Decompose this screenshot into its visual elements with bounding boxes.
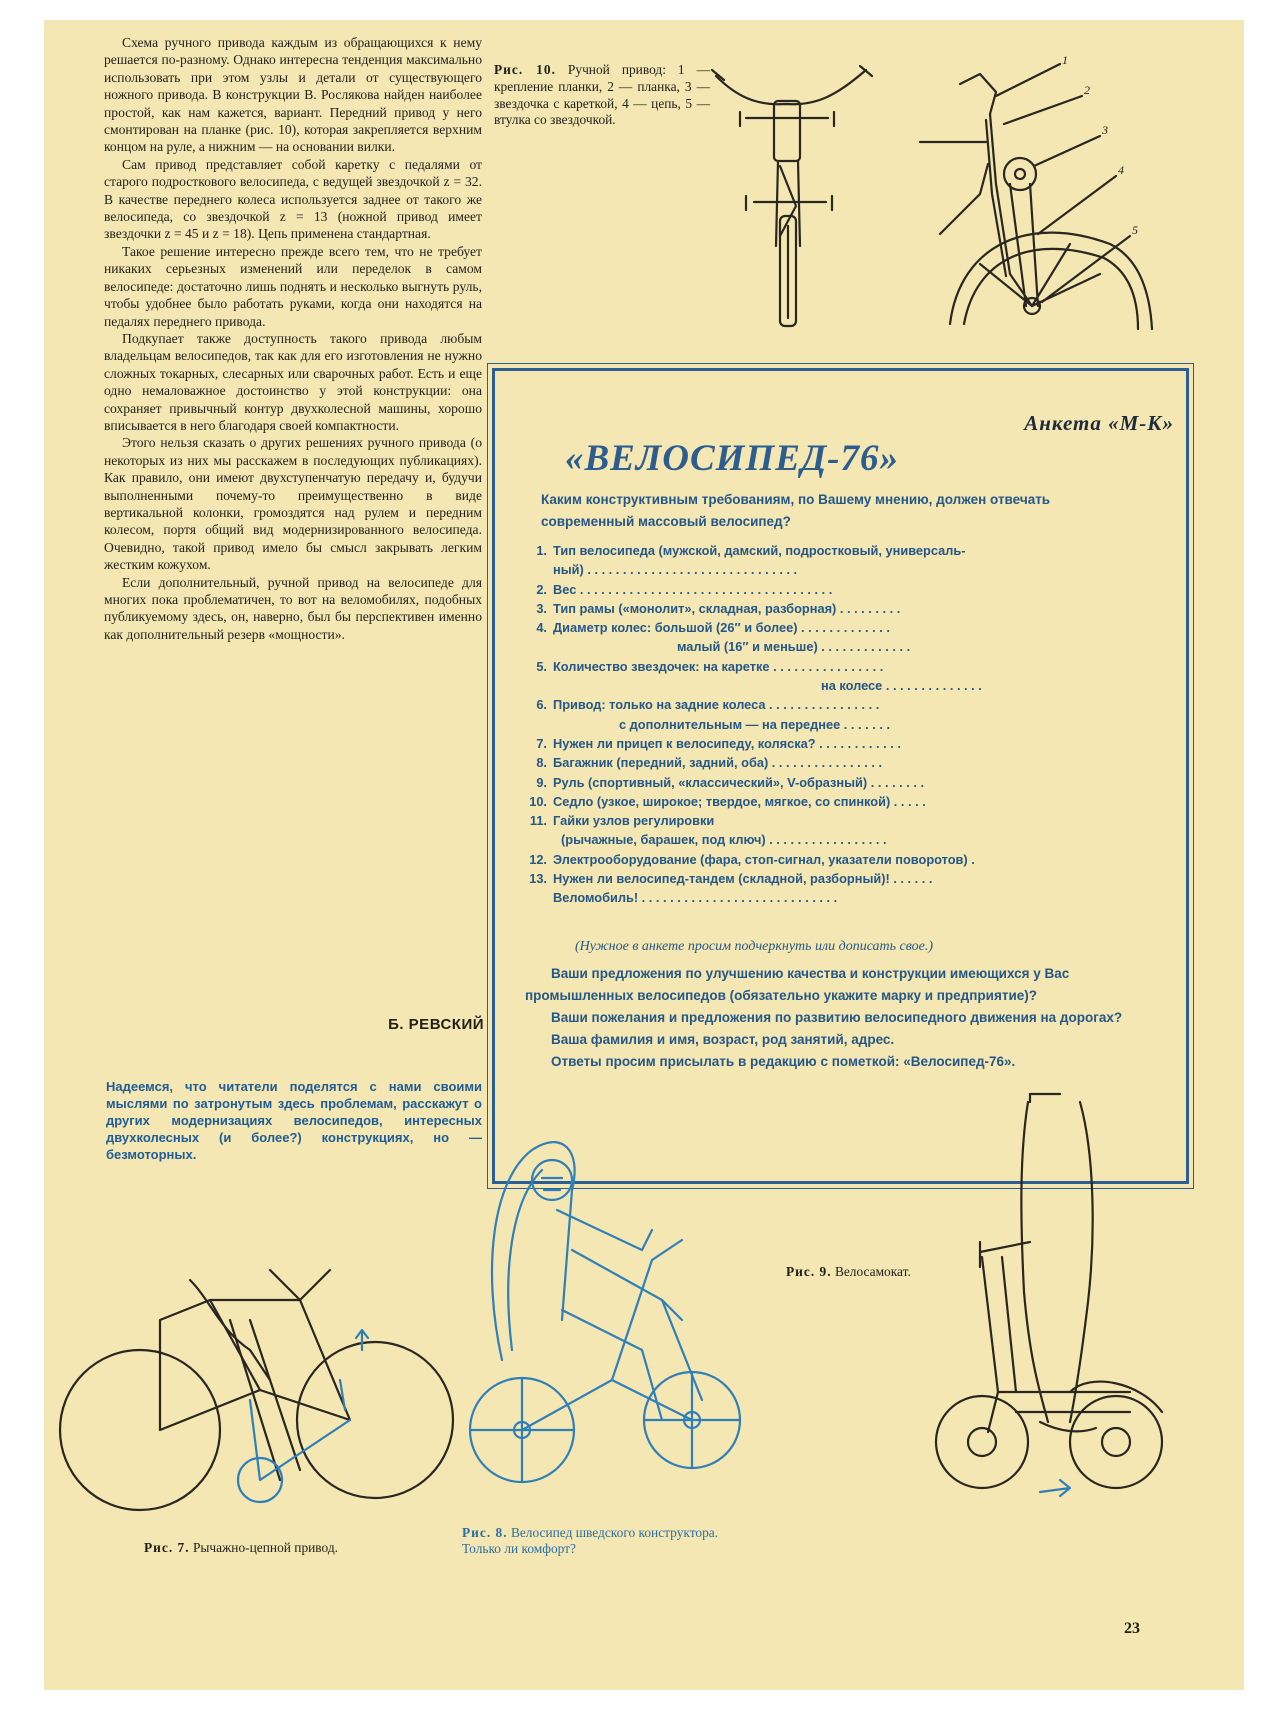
survey-title: «ВЕЛОСИПЕД-76» (565, 438, 899, 479)
item-line: с дополнительным — на переднее . . . . . . . (619, 716, 891, 732)
survey-item (525, 792, 1125, 811)
fig7-lever-chain-drive-illustration (100, 1260, 430, 1530)
fig10-callout-3: 3 (1102, 123, 1108, 137)
fig8-caption (462, 1525, 758, 1557)
fig8-label: Рис. 8. (462, 1525, 508, 1540)
item-line: Веломобиль! . . . . . . . . . . . . . . . . . . . . . . . . . . . . (553, 890, 838, 906)
fig10-caption (494, 62, 710, 129)
survey-box (492, 368, 1189, 1184)
article-author: Б. РЕВСКИЙ (388, 1016, 484, 1033)
item-line: Привод: только на задние колеса . . . . . . . . . . . . . . . . (553, 697, 880, 713)
item-number: 9. (536, 774, 547, 790)
item-line: (рычажные, барашек, под ключ) . . . . . . . . . . . . . . . . . (561, 832, 887, 848)
survey-item (525, 695, 1125, 734)
article-text (104, 34, 482, 643)
survey-item (525, 599, 1125, 618)
item-number: 11. (529, 813, 547, 829)
item-line: Багажник (передний, задний, оба) . . . . . . . . . . . . . . . . (553, 755, 883, 771)
item-line: ный) . . . . . . . . . . . . . . . . . . . . . . . . . . . . . . (553, 562, 798, 578)
survey-item (525, 850, 1125, 869)
survey-item (525, 773, 1125, 792)
fig10-callout-2: 2 (1084, 83, 1090, 97)
survey-label: Анкета «М-К» (1024, 411, 1174, 435)
item-line: Гайки узлов регулировки (553, 813, 715, 829)
item-line: Количество звездочек: на каретке . . . . . . . . . . . . . . . . (553, 658, 884, 674)
item-line: Вес . . . . . . . . . . . . . . . . . . . . . . . . . . . . . . . . . . . . (553, 581, 833, 597)
fig9-caption-text: Велосамокат. (834, 1264, 911, 1279)
fig8-caption-text: Велосипед шведского конструктора. Только ли комфорт? (462, 1525, 719, 1556)
fig7-caption (144, 1540, 338, 1556)
survey-item (525, 541, 1125, 580)
item-line: Седло (узкое, широкое; твердое, мягкое, со спинкой) . . . . . (553, 793, 926, 809)
fig10-caption-text: Ручной привод: 1 — крепление планки, 2 — планка, 3 — звездочка с кареткой, 4 — цепь, 5 — втулка со звездочкой. (494, 62, 710, 128)
fig7-label: Рис. 7. (144, 1540, 190, 1555)
item-line: на колесе . . . . . . . . . . . . . . (821, 678, 982, 694)
page-number: 23 (1124, 1620, 1140, 1637)
survey-question: Ваши предложения по улучшению качества и конструкции имеющихся у Вас промышленных велосипедов (обязательно укажите марку и предприятие)? (525, 966, 1070, 1003)
fig10-side-view-illustration (920, 44, 1180, 334)
survey-question: Ваши пожелания и предложения по развитию велосипедного движения на дорогах? (551, 1010, 1123, 1025)
item-line: Тип велосипеда (мужской, дамский, подростковый, универсаль- (553, 543, 966, 558)
item-number: 4. (536, 620, 547, 636)
magazine-page (44, 20, 1244, 1690)
survey-item (525, 657, 1125, 696)
item-line: Руль (спортивный, «классический», V-образный) . . . . . . . . (553, 774, 925, 790)
article-paragraph: Сам привод представляет собой каретку с педалями от старого подросткового велосипеда, с ведущей звездочкой z = 32. В качестве переднего колеса используется заднее от такого же велосипеда, со звездочкой z = 13 (ножной привод имеет звездочки z = 45 и z = 18). Цепь применена стандартная. (104, 156, 482, 242)
item-line: Электрооборудование (фара, стоп-сигнал, указатели поворотов) . (553, 851, 975, 867)
survey-item (525, 811, 1125, 850)
fig9-caption (786, 1264, 911, 1280)
survey-note: (Нужное в анкете просим подчеркнуть или дописать свое.) (575, 939, 934, 954)
fig10-callout-4: 4 (1118, 163, 1124, 177)
survey-questions (525, 963, 1125, 1073)
item-line: малый (16″ и меньше) . . . . . . . . . . . . . (677, 639, 911, 655)
item-line: Диаметр колес: большой (26″ и более) . . . . . . . . . . . . . (553, 620, 890, 636)
fig7-caption-text: Рычажно-цепной привод. (192, 1540, 339, 1555)
article-paragraph: Подкупает также доступность такого привода любым владельцам велосипедов, так как для его изготовления не нужно сложных токарных, слесарных или сварочных работ. Есть и еще одно немаловажное достоинство у этой конструкции: она сохраняет привычный контур двухколесной машины, хорошо вписывается в него благодаря своей компактности. (104, 330, 482, 433)
article-paragraph: Схема ручного привода каждым из обращающихся к нему решается по-разному. Однако интересна тенденция максимально использовать при этом узлы и детали от существующего ножного привода. В конструкции В. Рослякова найден наиболее простой, как нам кажется, вариант. Передний привод у него смонтирован на планке (рис. 10), которая закрепляется верхним концом на руле, а нижним — на основании вилки. (104, 35, 482, 155)
editor-note: Надеемся, что читатели поделятся с нами своими мыслями по затронутым здесь проблемам, расскажут о других модернизациях велосипедов, интересных двухколесных (и более?) конструкциях, но — безмоторных. (106, 1079, 482, 1162)
survey-question: Ответы просим присылать в редакцию с пометкой: «Велосипед-76». (551, 1054, 1016, 1069)
item-line: Нужен ли велосипед-тандем (складной, разборный)! . . . . . . (553, 871, 933, 887)
item-number: 12. (529, 851, 547, 867)
survey-item (525, 734, 1125, 753)
item-number: 13. (529, 871, 547, 887)
article-paragraph: Если дополнительный, ручной привод на велосипеде для многих пока проблематичен, то вот на веломобилях, подобных публикуемому здесь, он, наверно, был бы перспективен именно как дополнительный резерв «мощности». (104, 574, 482, 642)
survey-intro: Каким конструктивным требованиям, по Вашему мнению, должен отвечать современный массовый велосипед? (541, 492, 1051, 529)
survey-item (525, 753, 1125, 772)
fig9-label: Рис. 9. (786, 1264, 832, 1279)
article-paragraph: Этого нельзя сказать о других решениях ручного привода (о некоторых из них мы расскажем в последующих публикациях). Как правило, они имеют двухступенчатую передачу и, будучи выполненными почему-то преимущественно в виде вертикальной колонки, громоздятся над рулем и передним колесом, портя общий вид модернизированного велосипеда. Очевидно, такой привод имело бы смысл закрывать легким жестким кожухом. (104, 435, 482, 573)
survey-question: Ваша фамилия и имя, возраст, род занятий, адрес. (551, 1032, 895, 1047)
survey-item (525, 580, 1125, 599)
fig10-callout-5: 5 (1132, 223, 1138, 237)
fig10-callout-1: 1 (1062, 53, 1068, 67)
item-number: 6. (536, 697, 547, 713)
fig8-swedish-bicycle-illustration (462, 1120, 762, 1510)
fig9-velo-scooter-illustration (920, 1092, 1180, 1512)
item-line: Тип рамы («монолит», складная, разборная) . . . . . . . . . (553, 600, 901, 616)
item-number: 1. (536, 543, 547, 558)
fig10-front-view-illustration (706, 46, 886, 336)
item-number: 2. (536, 581, 547, 597)
article-paragraph: Такое решение интересно прежде всего тем, что не требует никаких серьезных изменений или переделок в самом велосипеде: достаточно лишь поднять и несколько выгнуть руль, чтобы удобнее было работать руками, когда они находятся на педалях переднего привода. (104, 243, 482, 329)
item-line: Нужен ли прицеп к велосипеду, коляска? . . . . . . . . . . . . (553, 735, 901, 751)
item-number: 5. (536, 658, 547, 674)
survey-item (525, 618, 1125, 657)
item-number: 10. (529, 793, 547, 809)
fig10-label: Рис. 10. (494, 62, 556, 77)
survey-items (525, 541, 1125, 908)
survey-item (525, 869, 1125, 908)
item-number: 8. (536, 755, 547, 771)
item-number: 3. (536, 600, 547, 616)
item-number: 7. (536, 735, 547, 751)
